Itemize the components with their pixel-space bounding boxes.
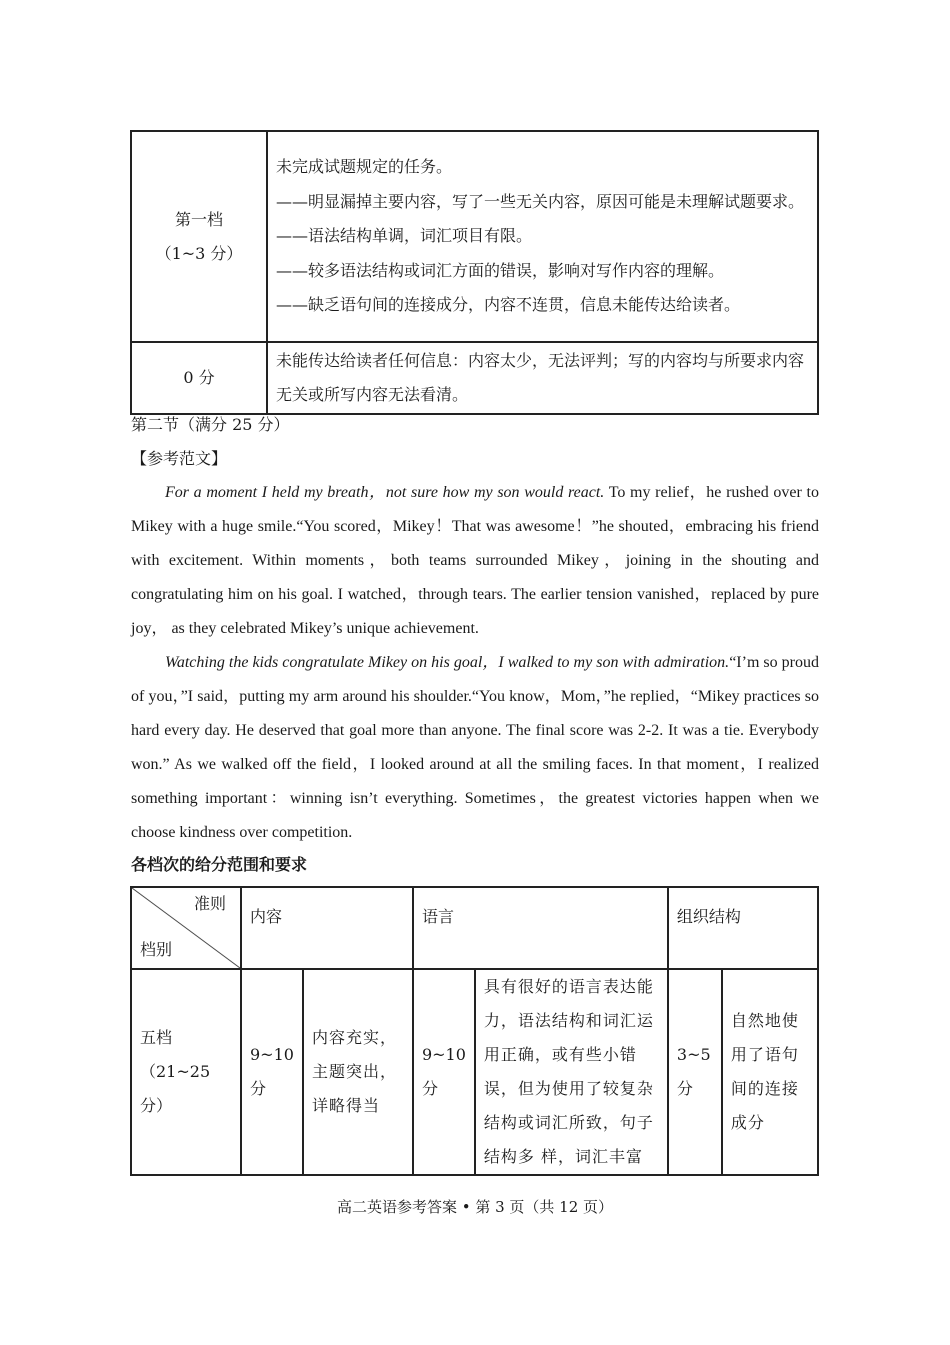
paragraph-opening: For a moment I held my breath，not sure how my son would react.: [165, 484, 605, 501]
sample-essay: [131, 476, 819, 850]
language-score: 9~10分: [413, 969, 475, 1175]
desc-line: ——语法结构单调，词汇项目有限。: [276, 226, 533, 246]
criteria-label: 准则: [193, 894, 226, 913]
content-score: 9~10分: [241, 969, 303, 1175]
organization-header: 组织结构: [668, 887, 818, 969]
table-row: [131, 131, 818, 342]
sample-essay-label: 【参考范文】: [131, 449, 228, 468]
desc-line: ——缺乏语句间的连接成分，内容不连贯，信息未能传达给读者。: [276, 295, 741, 315]
level-name: 第一档: [174, 209, 223, 229]
language-header: 语言: [413, 887, 668, 969]
table-row: [131, 342, 818, 414]
organization-description: 自然地使用了语句间的连接成分: [722, 969, 818, 1175]
rubric-row: [131, 969, 818, 1175]
language-description: 具有很好的语言表达能力，语法结构和词汇运用正确，或有些小错误，但为使用了较复杂结构或词汇所致，句子结构多 样，词汇丰富: [475, 969, 668, 1175]
organization-score: 3~5分: [668, 969, 722, 1175]
rubric-title: 各档次的给分范围和要求: [131, 855, 308, 874]
essay-paragraph-2: [131, 646, 819, 850]
content-description: 内容充实，主题突出，详略得当: [303, 969, 413, 1175]
level-label: 档别: [140, 940, 173, 959]
rubric-header-row: [131, 887, 818, 969]
paragraph-body: “I’m so proud of you，”I said，putting my arm around his shoulder.“You know，Mom，”he replied，“Mikey practices so hard every day. He deserved that goal more than anyone. The final score was 2-2. It was a tie. Everybody won.” As we walked off the field，I looked around at all the smiling faces. In that moment，I realized something important：winning isn’t everything. Sometimes，the greatest victories happen when we choose kindness over competition.: [131, 654, 819, 841]
page-footer: 高二英语参考答案 • 第 3 页（共 12 页）: [336, 1198, 614, 1216]
essay-paragraph-1: [131, 476, 819, 646]
level-cell: [131, 131, 267, 342]
level-name: 五档: [140, 1028, 173, 1047]
rubric-table: [130, 886, 819, 1176]
grading-table-top: [130, 130, 819, 415]
paragraph-opening: Watching the kids congratulate Mikey on his goal，I walked to my son with admiration.: [165, 654, 730, 671]
level-description: 未能传达给读者任何信息：内容太少，无法评判；写的内容均与所要求内容无关或所写内容无法看清。: [267, 342, 818, 414]
level-score: （1~3 分）: [155, 243, 243, 263]
desc-line: 未完成试题规定的任务。: [276, 157, 453, 177]
desc-line: ——较多语法结构或词汇方面的错误，影响对写作内容的理解。: [276, 260, 725, 280]
level-score: （21~25 分）: [140, 1062, 211, 1115]
paragraph-body: To my relief，he rushed over to Mikey with a huge smile.“You scored，Mikey！That was awesome！”he shouted，embracing his friend with excitement. Within moments，both teams surrounded Mikey，joining in the shouting and congratulating him on his goal. I watched，through tears. The earlier tension vanished，replaced by pure joy， as they celebrated Mikey’s unique achievement.: [131, 484, 819, 637]
section-title: 第二节（满分 25 分）: [131, 415, 290, 434]
level-cell: [131, 969, 241, 1175]
diagonal-header-cell: [131, 887, 241, 969]
level-description: [267, 131, 818, 342]
content-header: 内容: [241, 887, 413, 969]
level-name: 0 分: [131, 342, 267, 414]
desc-line: ——明显漏掉主要内容，写了一些无关内容，原因可能是未理解试题要求。: [276, 191, 805, 211]
